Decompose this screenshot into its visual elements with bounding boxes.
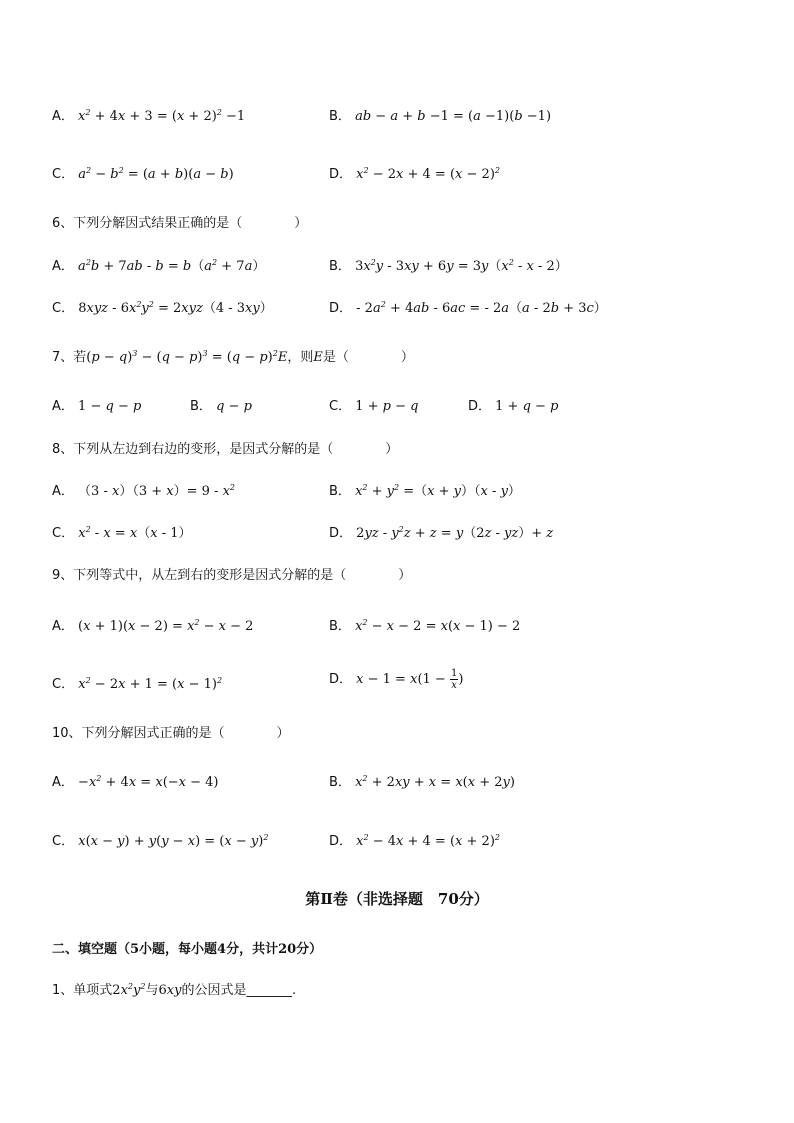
q8-option-b [329, 483, 521, 501]
part2-subtitle: 二、填空题（5小题，每小题4分，共计20分） [52, 942, 323, 957]
q7-stem-prefix: 7、若 [52, 350, 87, 365]
option-formula: $x^2 - x = x(x - 1)$ [78, 525, 192, 541]
fill-q1-prefix: 1、单项式 [52, 983, 113, 998]
fraction: $\frac{1}{x}$ [450, 668, 458, 691]
q7-stem-mid: ，则 [287, 350, 314, 365]
q8-option-a [52, 483, 235, 501]
q7-option-c [329, 398, 418, 416]
q10-option-a [52, 774, 219, 792]
option-label: B． [329, 259, 351, 274]
option-label: B． [329, 484, 351, 499]
q5-option-a [52, 108, 245, 126]
q6-option-b [329, 258, 568, 276]
option-label: C． [52, 167, 75, 182]
q7-stem-e: E [313, 350, 323, 365]
q9-option-b [329, 618, 520, 636]
option-label: D． [329, 672, 353, 687]
q6-stem: 6、下列分解因式结果正确的是（ ） [52, 216, 308, 231]
option-label: D． [329, 167, 353, 182]
option-formula: $x^2 - 2x + 1 = (x - 1)^2$ [78, 676, 223, 692]
option-label: A． [52, 109, 74, 124]
q6-option-a [52, 258, 265, 276]
fill-q1-term1: $2x^2y^2$ [112, 982, 146, 998]
option-formula: $-x^2 + 4x = x(-x - 4)$ [78, 774, 219, 790]
part2-title: 第Ⅱ卷（非选择题 70分） [305, 890, 489, 908]
q6-option-d [329, 300, 607, 318]
option-formula: - $2a^2 + 4ab - 6ac$ = - 2a（a - 2b + 3c） [356, 300, 607, 316]
option-formula: $x^2 - 4x + 4 = (x + 2)^2$ [356, 833, 500, 849]
option-formula: ab − a + b −1 = (a −1)(b −1) [355, 109, 552, 124]
q8-stem: 8、下列从左边到右边的变形，是因式分解的是（ ） [52, 442, 399, 457]
q9-option-c [52, 676, 222, 694]
option-label: D． [329, 834, 353, 849]
option-label: A． [52, 619, 74, 634]
q5-option-d [329, 166, 500, 184]
option-formula: $(3 - x)(3 + x)= 9 - x^2$ [78, 483, 236, 499]
option-label: C． [52, 677, 75, 692]
option-label: A． [52, 484, 74, 499]
option-label: D． [329, 301, 353, 316]
q8-option-d [329, 525, 553, 543]
option-label: B． [329, 619, 351, 634]
option-formula: $x(x - y) + y(y - x) = (x - y)^2$ [78, 833, 269, 849]
option-formula: 1 + p − q [355, 399, 419, 414]
option-formula: $(x + 1)(x - 2) = x^2 - x - 2$ [78, 618, 254, 634]
option-formula: $x^2 - 2x + 4 = (x - 2)^2$ [356, 166, 500, 182]
q7-option-d [468, 398, 558, 416]
option-label: D． [468, 399, 492, 414]
option-label: C． [52, 301, 75, 316]
option-formula: $a^2b + 7ab - b = b(a^2 + 7a)$ [78, 258, 266, 274]
option-label: D． [329, 526, 353, 541]
q7-stem-suffix: 是（ ） [322, 350, 414, 365]
option-label: A． [52, 775, 74, 790]
option-label: B． [190, 399, 212, 414]
option-formula: $8xyz - 6x^2y^2 = 2xyz(4 - 3xy)$ [78, 300, 273, 316]
option-formula: $3x^2y - 3xy + 6y = 3y(x^2 - x - 2)$ [355, 258, 568, 274]
q9-option-a [52, 618, 253, 636]
option-formula: x − 1 = x(1 − $\frac{1}{x}$ ) [356, 668, 464, 691]
q9-stem: 9、下列等式中，从左到右的变形是因式分解的是（ ） [52, 568, 412, 583]
option-label: C． [329, 399, 352, 414]
option-formula: 1 − q − p [78, 399, 142, 414]
fill-q1-mid: 与 [145, 983, 159, 998]
q7-option-a [52, 398, 141, 416]
option-label: B． [329, 775, 351, 790]
q10-stem: 10、下列分解因式正确的是（ ） [52, 726, 290, 741]
option-label: C． [52, 526, 75, 541]
fill-q1-term2: 6xy [158, 983, 182, 998]
q10-option-d [329, 833, 500, 851]
option-formula: $a^2 - b^2 = (a + b)(a - b)$ [78, 166, 234, 182]
q5-option-b [329, 108, 551, 126]
option-formula: $2yz - y^2z + z = y(2z - yz)+ z$ [356, 525, 554, 541]
q5-option-c [52, 166, 234, 184]
option-formula: q − p [216, 399, 252, 414]
q7-stem [52, 349, 414, 367]
q10-option-b [329, 774, 515, 792]
option-label: B． [329, 109, 351, 124]
option-formula: $x^2 + y^2 =(x + y)(x - y)$ [355, 483, 521, 499]
option-formula: 1 + q − p [495, 399, 559, 414]
fill-q1 [52, 982, 296, 1000]
option-formula: $x^2 + 2xy + x = x(x + 2y)$ [355, 774, 515, 790]
option-label: A． [52, 399, 74, 414]
fill-q1-suffix: 的公因式是_______. [181, 983, 297, 998]
q9-option-d [329, 668, 463, 691]
q10-option-c [52, 833, 268, 851]
q7-option-b [190, 398, 252, 416]
option-label: C． [52, 834, 75, 849]
option-formula: $x^2 - x - 2 = x(x - 1) - 2$ [355, 618, 521, 634]
option-formula: $x^2 + 4x + 3 = (x + 2)^2 -1$ [78, 108, 246, 124]
q8-option-c [52, 525, 191, 543]
option-label: A． [52, 259, 74, 274]
q7-stem-formula: $(p - q)^3 - (q - p)^3 = (q - p)^2E$ [86, 349, 288, 365]
q6-option-c [52, 300, 273, 318]
